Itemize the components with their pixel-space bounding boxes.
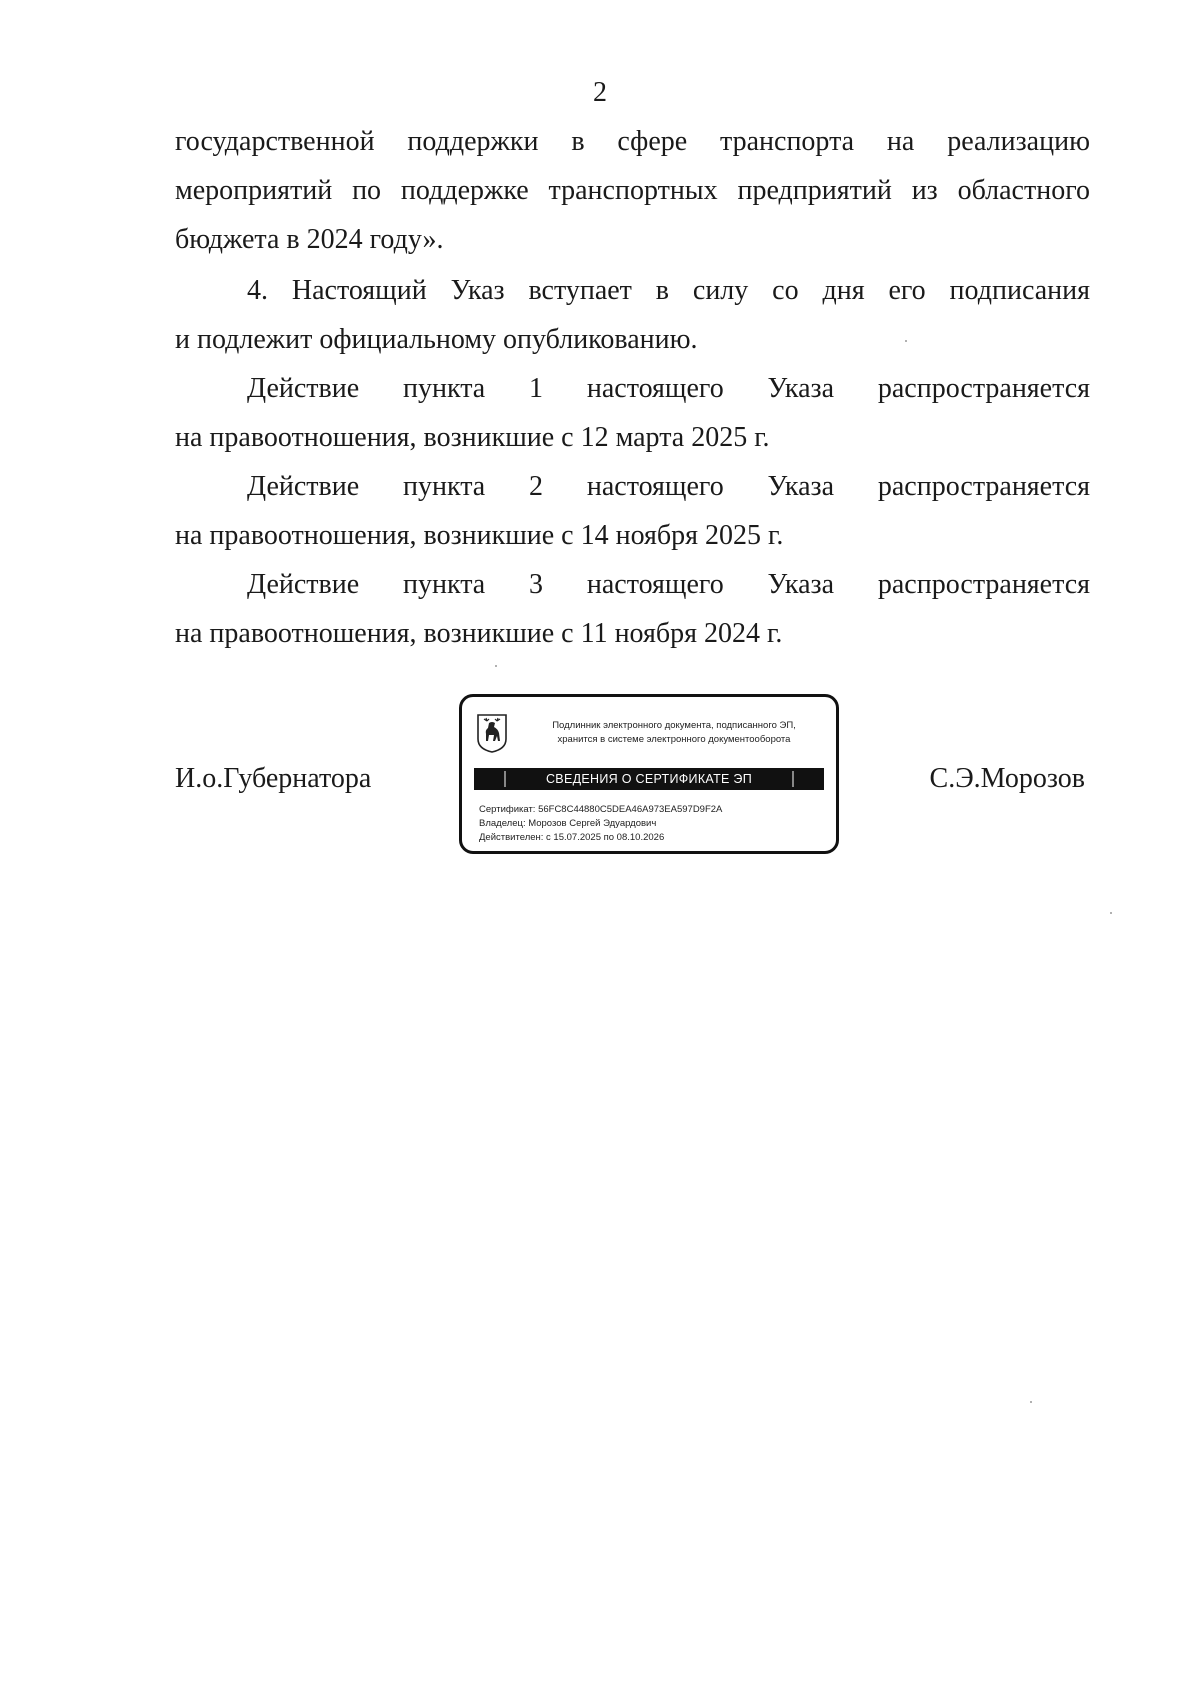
scan-speck [905,340,907,342]
text-line: Действие пункта 1 настоящего Указа распространяется [247,373,1090,404]
bar-divider [504,771,506,787]
deer-coat-of-arms-icon [476,713,508,753]
text-line: Действие пункта 2 настоящего Указа распространяется [247,471,1090,502]
signatory-name: С.Э.Морозов [929,763,1085,794]
paragraph-5 [175,560,1090,658]
scan-speck [495,665,497,667]
page-number: 2 [593,77,607,108]
text-line: бюджета в 2024 году». [175,224,444,255]
certificate-info-bar [474,768,824,790]
certificate-number: Сертификат: 56FC8C44880C5DEA46A973EA597D9F2A [479,804,723,815]
certificate-info-title: СВЕДЕНИЯ О СЕРТИФИКАТЕ ЭП [545,772,753,786]
text-line: Действие пункта 3 настоящего Указа распространяется [247,569,1090,600]
bar-divider [792,771,794,787]
signatory-position: И.о.Губернатора [175,763,372,794]
text-line: и подлежит официальному опубликованию. [175,324,698,355]
text-line: на правоотношения, возникшие с 14 ноября 2025 г. [175,520,784,551]
stamp-header-line: Подлинник электронного документа, подписанного ЭП, [552,720,796,731]
paragraph-4 [175,462,1090,560]
text-line: на правоотношения, возникшие с 12 марта 2025 г. [175,422,770,453]
paragraph-3 [175,364,1090,462]
text-line: мероприятий по поддержке транспортных предприятий из областного [175,175,1090,206]
certificate-owner: Владелец: Морозов Сергей Эдуардович [479,818,657,829]
text-line: на правоотношения, возникшие с 11 ноября 2024 г. [175,618,783,649]
scan-speck [1030,1401,1032,1403]
text-line: 4. Настоящий Указ вступает в силу со дня его подписания [247,275,1090,306]
text-line: государственной поддержки в сфере транспорта на реализацию [175,126,1090,157]
certificate-validity: Действителен: с 15.07.2025 по 08.10.2026 [479,832,665,843]
stamp-header-line: хранится в системе электронного документооборота [557,734,791,745]
paragraph-1 [175,117,1090,264]
scan-speck [1110,912,1112,914]
electronic-signature-stamp [459,694,839,854]
stamp-header [524,719,824,747]
certificate-details [479,803,722,845]
paragraph-2 [175,266,1090,364]
